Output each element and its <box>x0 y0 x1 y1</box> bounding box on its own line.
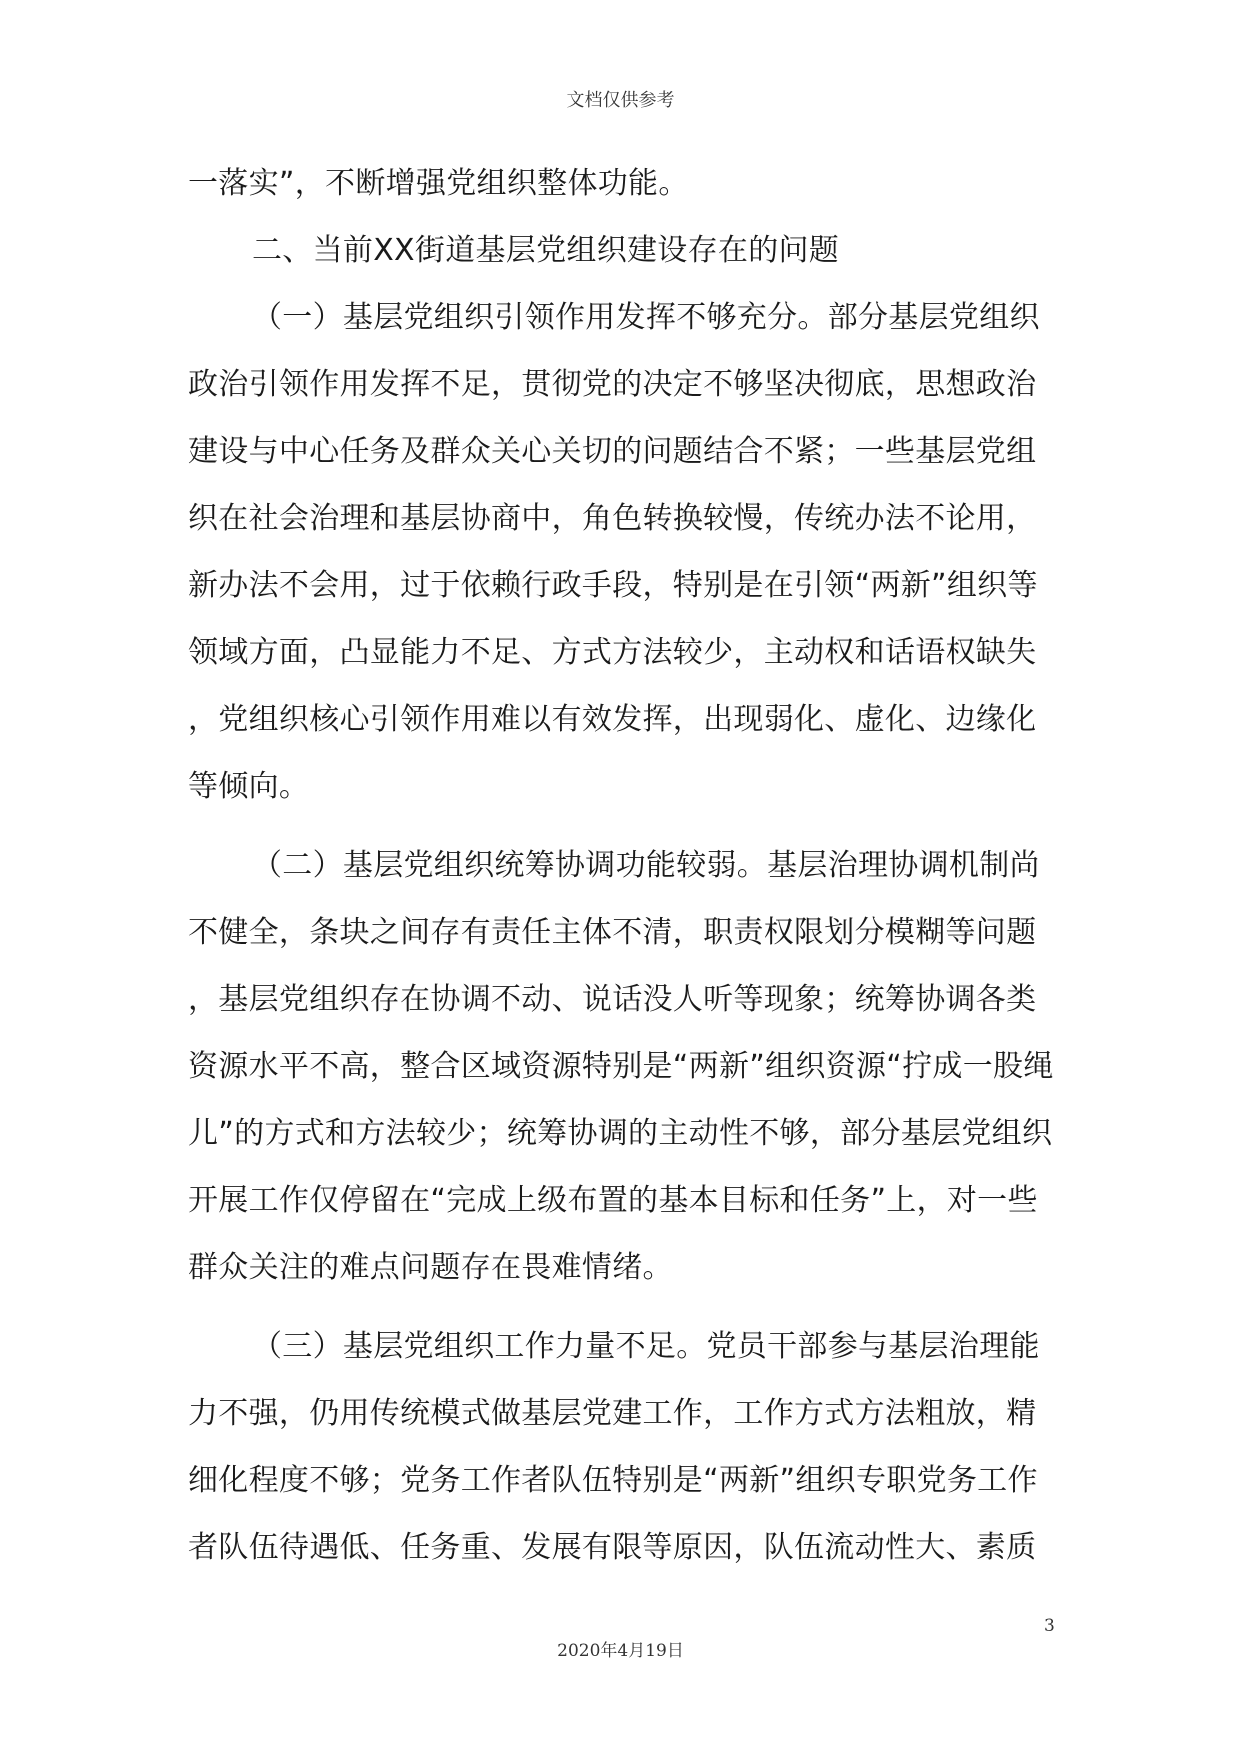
paragraph-line: 力不强，仍用传统模式做基层党建工作，工作方式方法粗放，精 <box>188 1396 1037 1431</box>
paragraph-line: （三）基层党组织工作力量不足。党员干部参与基层治理能 <box>252 1329 1040 1364</box>
paragraph-line: 资源水平不高，整合区域资源特别是“两新”组织资源“拧成一股绳 <box>188 1049 1054 1084</box>
page-header: 文档仅供参考 <box>566 90 675 111</box>
paragraph-2 <box>188 832 1058 1301</box>
paragraph-line: 新办法不会用，过于依赖行政手段，特别是在引领“两新”组织等 <box>188 568 1038 603</box>
footer-date: 2020年4月19日 <box>557 1641 684 1661</box>
paragraph-line: （二）基层党组织统筹协调功能较弱。基层治理协调机制尚 <box>252 848 1040 883</box>
paragraph-line: 一落实”，不断增强党组织整体功能。 <box>188 166 689 201</box>
paragraph-line: ，基层党组织存在协调不动、说话没人听等现象；统筹协调各类 <box>188 982 1037 1017</box>
paragraph-line: 领域方面，凸显能力不足、方式方法较少，主动权和话语权缺失 <box>188 635 1037 670</box>
paragraph-line: 不健全，条块之间存有责任主体不清，职责权限划分模糊等问题 <box>188 915 1037 950</box>
paragraph-line: 儿”的方式和方法较少；统筹协调的主动性不够，部分基层党组织 <box>188 1116 1053 1151</box>
paragraph-line: 细化程度不够；党务工作者队伍特别是“两新”组织专职党务工作 <box>188 1463 1038 1498</box>
page-number: 3 <box>1044 1616 1055 1636</box>
paragraph-line: 群众关注的难点问题存在畏难情绪。 <box>188 1250 673 1285</box>
paragraph-line: 等倾向。 <box>188 769 310 804</box>
paragraph-line: 织在社会治理和基层协商中，角色转换较慢，传统办法不论用， <box>188 501 1037 536</box>
paragraph-line: 政治引领作用发挥不足，贯彻党的决定不够坚决彻底，思想政治 <box>188 367 1037 402</box>
paragraph-line: 开展工作仅停留在“完成上级布置的基本目标和任务”上，对一些 <box>188 1183 1038 1218</box>
paragraph-3 <box>188 1313 1058 1581</box>
paragraph-line: （一）基层党组织引领作用发挥不够充分。部分基层党组织 <box>252 300 1040 335</box>
section-heading: 二、当前XX街道基层党组织建设存在的问题 <box>252 233 840 268</box>
paragraph-line: 者队伍待遇低、任务重、发展有限等原因，队伍流动性大、素质 <box>188 1530 1037 1565</box>
paragraph-line: ，党组织核心引领作用难以有效发挥，出现弱化、虚化、边缘化 <box>188 702 1037 737</box>
document-body <box>188 150 1058 1581</box>
paragraph-line: 建设与中心任务及群众关心关切的问题结合不紧；一些基层党组 <box>188 434 1037 469</box>
paragraph-1 <box>188 284 1058 820</box>
